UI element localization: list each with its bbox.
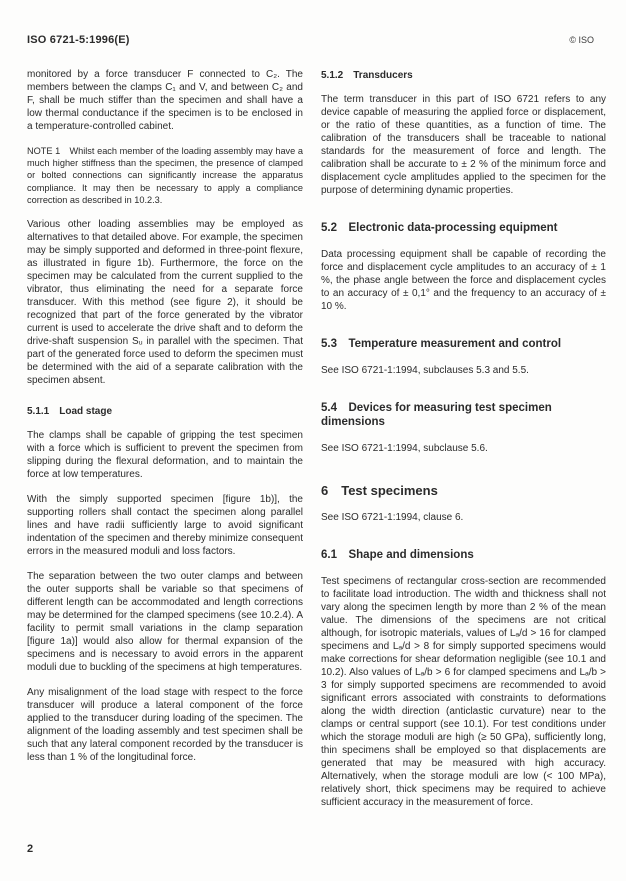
paragraph-see-test-specimens: See ISO 6721-1:1994, clause 6. [321,512,464,523]
document-reference: ISO 6721-5:1996(E) [27,34,130,46]
paragraph-clamp-separation: The separation between the two outer clamps and between the outer supports shall be variable so that specimens of different length can be accommodated and length corrections may be determined for the clamped specimens (see 10.2.4). A facility to permit small variations in the clamp separation [figure 1a)] would also allow for thermal expansion of the specimens and is necessary to avoid errors in the apparent moduli due to buckling of the specimens at high temperatures. [27,571,303,674]
paragraph-loading-assembly: monitored by a force transducer F connected to C₂. The members between the clamps C₁ and V, and between C₂ and F, shall be much stiffer than the specimen and shall have a low thermal conductance if the specimen is to be enclosed in a temperature-controlled cabinet. [27,69,303,132]
paragraph-shape-dimensions: Test specimens of rectangular cross-section are recommended to facilitate load introduction. The width and thickness shall not vary along the specimen length by more than 2 % of the mean value. The dimensions of the specimens are not critical although, for isotropic materials, values of Lₐ/d > 16 for clamped specimens and Lₐ/d > 8 for simply supported specimens would make corrections for shear deformation negligible (see 10.1 and 10.2). Also values of Lₐ/b > 6 for clamped specimens and Lₐ/b > 3 for simply supported specimens are recommended to avoid significant errors associated with constraints to deformations along the width direction (anticlastic curvature) near to the clamps or central support (see 10.1). For test conditions under which the storage moduli are high (≥ 50 GPa), sufficiently long, thin specimens shall be employed so that displacements are generated that may be measured with high accuracy. Alternatively, when the storage moduli are low (< 100 MPa), relatively short, thick specimens may be required to achieve sufficient accuracy in the measurement of force. [321,576,606,808]
page-number: 2 [27,843,34,855]
left-column [27,68,303,821]
paragraph-see-devices: See ISO 6721-1:1994, subclause 5.6. [321,443,488,454]
paragraph-alternative-assemblies: Various other loading assemblies may be employed as alternatives to that detailed above. For example, the specimen may be simply supported and deformed in three-point flexure, as illustrated in figure 1b). Furthermore, the force on the specimen may be calculated from the current supplied to the vibrator, thus eliminating the need for a separate force transducer. With this method (see figure 2), it should be recognized that part of the force generated by the vibrator current is used to accelerate the drive shaft and to deform the drive-shaft suspension Sᵤ in parallel with the specimen. That part of the generated force used to deform the specimen must be determined with the aid of a separate calibration with the specimen absent. [27,219,303,387]
page-header [0,0,626,46]
paragraph-data-processing: Data processing equipment shall be capable of recording the force and displacement cycle amplitudes to an accuracy of ± 1 %, the phase angle between the force and displacement cycles to an accuracy of ± 0,1° and the frequency to an accuracy of ± 10 %. [321,249,606,312]
heading-5-1-2-transducers: 5.1.2 Transducers [321,70,413,81]
heading-5-3-temperature: 5.3 Temperature measurement and control [321,338,562,350]
heading-6-1-shape-dimensions: 6.1 Shape and dimensions [321,549,474,561]
heading-5-4-devices: 5.4 Devices for measuring test specimen dimensions [321,402,552,428]
two-column-body [0,46,626,821]
heading-5-1-1-load-stage: 5.1.1 Load stage [27,406,113,418]
heading-5-2-data-processing: 5.2 Electronic data-processing equipment [321,222,558,234]
heading-6-test-specimens: 6 Test specimens [321,483,438,498]
right-column [321,68,606,821]
paragraph-supporting-rollers: With the simply supported specimen [figure 1b)], the supporting rollers shall contact the specimen along parallel lines and have radii sufficiently large to avoid significant indentation of the specimen and thereby minimize consequent errors in the measured moduli and loss factors. [27,494,303,558]
paragraph-clamps-gripping: The clamps shall be capable of gripping the test specimen with a force which is sufficient to prevent the specimen from slipping during the flexural deformation, and to maintain the force at low temperatures. [27,430,303,481]
paragraph-transducer-definition: The term transducer in this part of ISO 6721 refers to any device capable of measuring the applied force or displacement, or the ratio of these quantities, as a function of time. The calibration of the transducers shall be traceable to national standards for the measurement of force and length. The calibration shall be accurate to ± 2 % of the minimum force and displacement cycle amplitudes applied to the specimen for the purpose of determining dynamic properties. [321,94,606,196]
note-1: NOTE 1 Whilst each member of the loading assembly may have a much higher stiffness than the specimen, the presence of clamped or bolted connections can significantly increase the apparatus compliance. It may then be necessary to apply a compliance correction as described in 10.2.3. [27,146,303,205]
copyright-notice: © ISO [569,35,594,45]
paragraph-see-temperature: See ISO 6721-1:1994, subclauses 5.3 and 5.5. [321,365,529,376]
paragraph-misalignment: Any misalignment of the load stage with respect to the force transducer will produce a lateral component of the force applied to the transducer during loading of the specimen. The alignment of the loading assembly and test specimen shall be such that any lateral component recorded by the transducer is less than 1 % of the longitudinal force. [27,687,303,764]
